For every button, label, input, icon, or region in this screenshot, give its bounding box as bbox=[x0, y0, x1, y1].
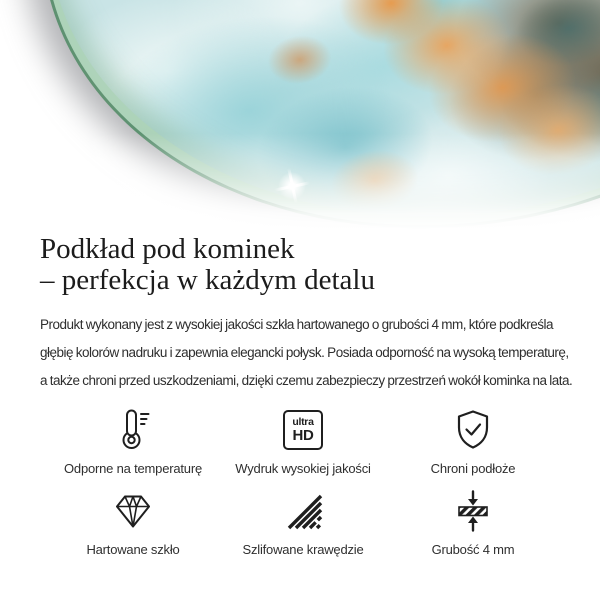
page-title bbox=[40, 234, 600, 296]
feature-tempered-glass bbox=[48, 488, 218, 557]
feature-label: Odporne na temperaturę bbox=[64, 461, 202, 476]
feature-label: Wydruk wysokiej jakości bbox=[235, 461, 371, 476]
feature-label: Hartowane szkło bbox=[86, 542, 180, 557]
description-line: głębię kolorów nadruku i zapewnia elegancki połysk. Posiada odporność na wysoką temperaturę, bbox=[40, 345, 569, 360]
feature-temperature-resistant bbox=[48, 407, 218, 476]
feature-polished-edges bbox=[218, 488, 388, 557]
feature-thickness-4mm bbox=[388, 488, 558, 557]
feature-label: Chroni podłoże bbox=[430, 461, 516, 476]
shield-check-icon bbox=[450, 407, 496, 453]
description-line: a także chroni przed uszkodzeniami, dzięki czemu zabezpieczy przestrzeń wokół kominka na lata. bbox=[40, 373, 573, 388]
feature-grid bbox=[48, 407, 558, 557]
feature-label: Szlifowane krawędzie bbox=[242, 542, 364, 557]
sparkle-highlight-icon bbox=[271, 165, 314, 208]
ultra-hd-icon: ultra HD bbox=[283, 410, 323, 450]
feature-high-quality-print bbox=[218, 407, 388, 476]
page-title-line-2: – perfekcja w każdym detalu bbox=[40, 264, 375, 296]
diamond-icon bbox=[110, 488, 156, 534]
feature-label: Grubość 4 mm bbox=[431, 542, 515, 557]
thermometer-icon bbox=[110, 407, 156, 453]
page-title-line-1: Podkład pod kominek bbox=[40, 233, 295, 265]
product-description bbox=[40, 311, 600, 395]
content-section bbox=[0, 234, 600, 557]
feature-protects-floor bbox=[388, 407, 558, 476]
product-photo bbox=[0, 0, 600, 230]
description-line: Produkt wykonany jest z wysokiej jakości szkła hartowanego o grubości 4 mm, które podkreśla bbox=[40, 317, 554, 332]
polished-edges-icon bbox=[280, 488, 326, 534]
thickness-arrows-icon bbox=[450, 488, 496, 534]
